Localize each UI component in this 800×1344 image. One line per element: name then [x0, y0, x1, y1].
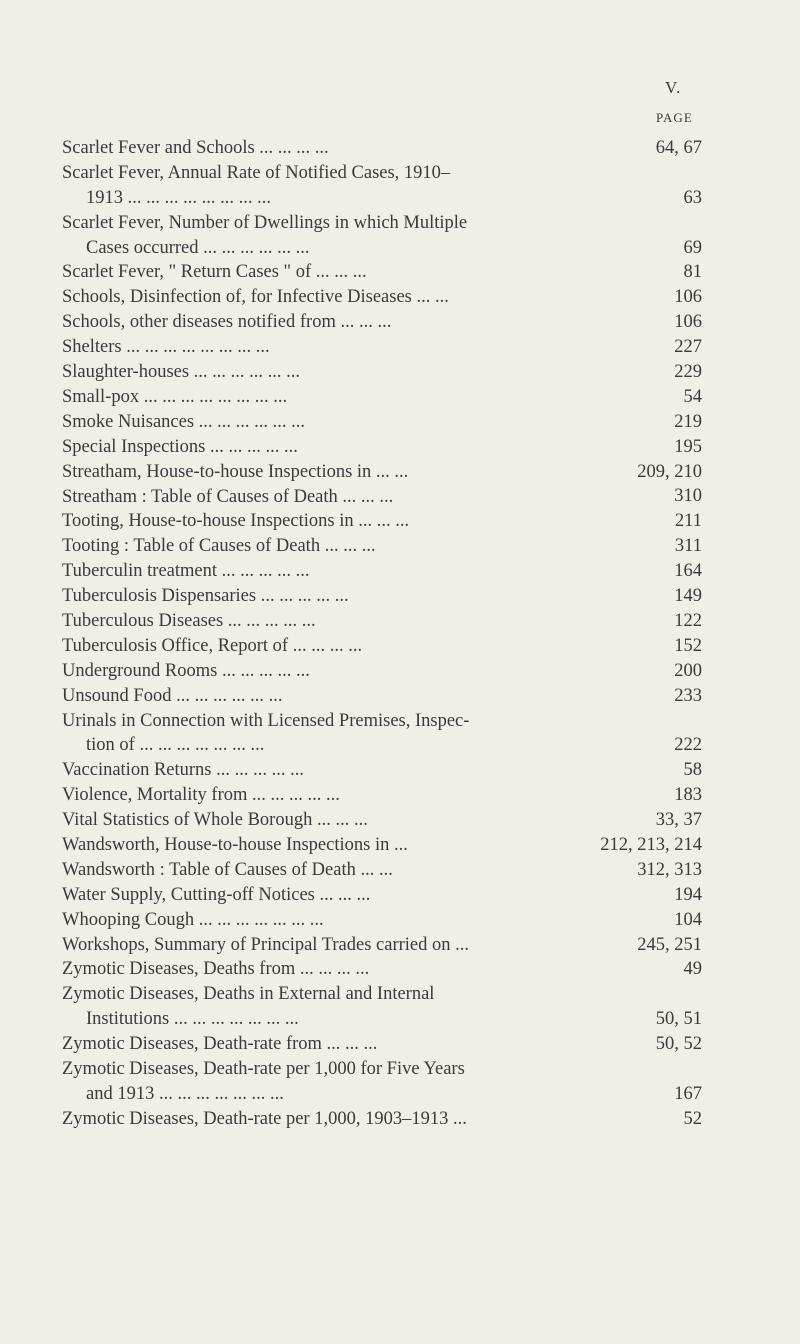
entry-text: Small-pox ... ... ... ... ... ... ... ... [62, 386, 288, 407]
entry-text: Vaccination Returns ... ... ... ... ... [62, 760, 304, 781]
entry-page-number: 122 [674, 610, 702, 631]
index-entry [62, 833, 712, 858]
entry-text: Scarlet Fever and Schools ... ... ... ... [62, 138, 329, 158]
index-entry [62, 982, 712, 1032]
entry-text: Water Supply, Cutting-off Notices ... ... ... [62, 884, 371, 905]
entry-text-continued: Cases occurred ... ... ... ... ... ... [86, 237, 310, 258]
entry-text: Wandsworth, House-to-house Inspections in ... [62, 834, 408, 855]
index-entry [62, 211, 712, 261]
index-entry [62, 360, 712, 385]
entry-page-number: 52 [683, 1108, 702, 1129]
page-mark: V. [665, 78, 682, 97]
entry-page-number: 211 [674, 511, 702, 532]
index-entry [62, 609, 712, 634]
index-entry [62, 883, 712, 908]
entry-text: Streatham, House-to-house Inspections in ... ... [62, 461, 409, 482]
index-entry [62, 783, 712, 808]
index-entry [62, 957, 712, 982]
entry-text: Tuberculosis Office, Report of ... ... ... ... [62, 635, 363, 656]
entry-text: Zymotic Diseases, Death-rate per 1,000, 1903–1913 ... [62, 1108, 467, 1129]
entry-page-number: 106 [674, 287, 702, 308]
index-entry [62, 310, 712, 335]
index-entry [62, 808, 712, 833]
entry-text-continued: and 1913 ... ... ... ... ... ... ... [86, 1083, 284, 1104]
entry-page-number: 227 [674, 337, 702, 358]
entry-page-number: 64, 67 [655, 137, 702, 158]
entry-page-number: 106 [674, 312, 702, 333]
entry-text: Scarlet Fever, Annual Rate of Notified Cases, 1910– [62, 162, 451, 183]
index-entry [62, 659, 712, 684]
entry-page-number: 63 [683, 187, 702, 208]
index-entry [62, 385, 712, 410]
entry-text: Vital Statistics of Whole Borough ... ... ... [62, 810, 368, 831]
entry-page-number: 233 [674, 685, 702, 706]
index-entry [62, 534, 712, 559]
entry-text-continued: 1913 ... ... ... ... ... ... ... ... [86, 187, 271, 208]
index-entry [62, 285, 712, 310]
entry-page-number: 152 [674, 635, 702, 656]
entry-text: Scarlet Fever, " Return Cases " of ... ... ... [62, 262, 367, 283]
index-entry [62, 908, 712, 933]
index-entry [62, 758, 712, 783]
entry-text: Smoke Nuisances ... ... ... ... ... ... [62, 411, 306, 432]
entry-text: Unsound Food ... ... ... ... ... ... [62, 685, 283, 706]
entry-page-number: 167 [674, 1083, 702, 1104]
index-entry [62, 559, 712, 584]
entry-text-continued: tion of ... ... ... ... ... ... ... [86, 735, 265, 756]
entry-text: Workshops, Summary of Principal Trades carried on ... [62, 934, 469, 955]
entry-text: Tuberculous Diseases ... ... ... ... ... [62, 610, 316, 631]
index-entry [62, 684, 712, 709]
entry-text: Streatham : Table of Causes of Death ... ... ... [62, 486, 394, 507]
entry-text: Tuberculin treatment ... ... ... ... ... [62, 561, 310, 582]
index-list [62, 136, 712, 1132]
entry-page-number: 310 [674, 486, 702, 507]
entry-page-number: 164 [674, 561, 702, 582]
entry-page-number: 49 [683, 959, 702, 980]
entry-text: Zymotic Diseases, Death-rate from ... ... ... [62, 1034, 378, 1055]
page-column-heading: PAGE [656, 110, 693, 125]
entry-page-number: 229 [674, 362, 702, 383]
entry-page-number: 312, 313 [637, 859, 702, 880]
entry-page-number: 219 [674, 411, 702, 432]
entry-text: Special Inspections ... ... ... ... ... [62, 436, 298, 457]
entry-page-number: 149 [674, 586, 702, 607]
index-entry [62, 1057, 712, 1107]
entry-page-number: 209, 210 [637, 461, 702, 482]
entry-text: Urinals in Connection with Licensed Premises, Inspec- [62, 710, 470, 731]
index-entry [62, 161, 712, 211]
index-entry [62, 933, 712, 958]
entry-text: Slaughter-houses ... ... ... ... ... ... [62, 362, 301, 383]
entry-text: Schools, Disinfection of, for Infective Diseases ... ... [62, 287, 449, 308]
index-entry [62, 335, 712, 360]
index-entry [62, 1107, 712, 1132]
entry-text: Tuberculosis Dispensaries ... ... ... ... ... [62, 586, 349, 607]
index-entry [62, 634, 712, 659]
index-entry [62, 460, 712, 485]
entry-text-continued: Institutions ... ... ... ... ... ... ... [86, 1009, 299, 1030]
entry-page-number: 311 [674, 536, 702, 557]
entry-page-number: 183 [674, 785, 702, 806]
entry-text: Zymotic Diseases, Deaths from ... ... ... ... [62, 959, 370, 980]
entry-text: Scarlet Fever, Number of Dwellings in which Multiple [62, 212, 468, 233]
entry-text: Tooting : Table of Causes of Death ... ... ... [62, 536, 376, 557]
entry-text: Tooting, House-to-house Inspections in ... ... ... [62, 511, 410, 532]
entry-page-number: 69 [683, 237, 702, 258]
entry-page-number: 200 [674, 660, 702, 681]
entry-text: Shelters ... ... ... ... ... ... ... ... [62, 337, 270, 358]
entry-page-number: 222 [674, 735, 702, 756]
index-entry [62, 435, 712, 460]
entry-page-number: 245, 251 [637, 934, 702, 955]
index-entry [62, 136, 712, 161]
index-entry [62, 709, 712, 759]
entry-text: Wandsworth : Table of Causes of Death ... ... [62, 859, 393, 880]
index-entry [62, 584, 712, 609]
index-entry [62, 410, 712, 435]
entry-page-number: 212, 213, 214 [600, 834, 702, 855]
entry-page-number: 195 [674, 436, 702, 457]
entry-text: Schools, other diseases notified from ... ... ... [62, 312, 392, 333]
entry-text: Zymotic Diseases, Death-rate per 1,000 for Five Years [62, 1059, 465, 1080]
index-entry [62, 858, 712, 883]
entry-page-number: 50, 52 [655, 1034, 702, 1055]
entry-text: Whooping Cough ... ... ... ... ... ... ... [62, 909, 324, 930]
entry-text: Violence, Mortality from ... ... ... ... ... [62, 785, 340, 806]
entry-text: Underground Rooms ... ... ... ... ... [62, 660, 310, 681]
entry-page-number: 50, 51 [655, 1009, 702, 1030]
entry-page-number: 58 [683, 760, 702, 781]
entry-page-number: 81 [683, 262, 702, 283]
index-entry [62, 509, 712, 534]
entry-page-number: 194 [674, 884, 702, 905]
entry-page-number: 104 [674, 909, 702, 930]
index-entry [62, 260, 712, 285]
index-entry [62, 1032, 712, 1057]
index-entry [62, 485, 712, 510]
entry-page-number: 54 [683, 386, 702, 407]
entry-text: Zymotic Diseases, Deaths in External and Internal [62, 984, 435, 1005]
entry-page-number: 33, 37 [655, 810, 702, 831]
